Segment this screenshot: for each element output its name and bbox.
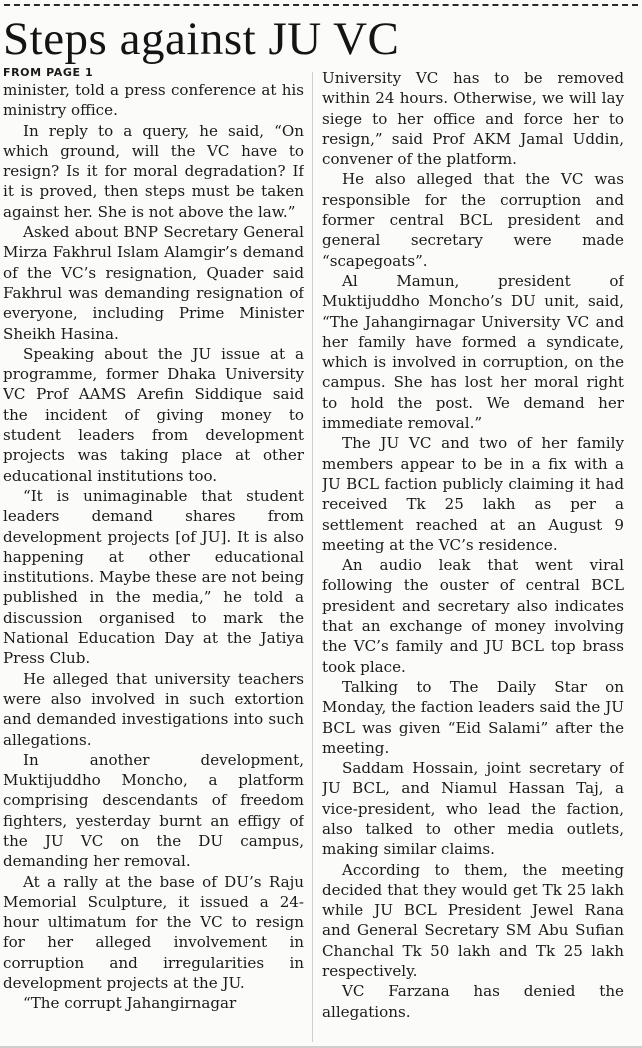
paragraph: Talking to The Daily Star on Monday, the faction leaders said the JU BCL was given “Eid Salami” after the meeting. bbox=[322, 677, 624, 757]
paragraph: According to them, the meeting decided that they would get Tk 25 lakh while JU BCL President Jewel Rana and General Secretary SM Abu Sufian Chanchal Tk 50 lakh and Tk 25 lakh respectively. bbox=[322, 860, 624, 981]
article-column-left bbox=[3, 66, 304, 1044]
paragraph: The JU VC and two of her family members appear to be in a fix with a JU BCL faction publicly claiming it had received Tk 25 lakh as per a settlement reached at an August 9 meeting at the VC’s residence. bbox=[322, 434, 624, 554]
paragraph: “The corrupt Jahangirnagar bbox=[23, 994, 237, 1013]
headline: Steps against JU VC bbox=[3, 13, 400, 65]
paragraph: VC Farzana has denied the allegations. bbox=[322, 982, 624, 1021]
paragraph: Al Mamun, president of Muktijuddho Moncho’s DU unit, said, “The Jahangirnagar University VC and her family have formed a syndicate, which is involved in corruption, on the campus. She has lost her moral right to hold the post. We demand her immediate removal.” bbox=[322, 271, 624, 433]
continued-from-label: FROM PAGE 1 bbox=[3, 66, 94, 79]
paragraph: At a rally at the base of DU’s Raju Memorial Sculpture, it issued a 24-hour ultimatum for the VC to resign for her alleged involvement in corruption and irregularities in development projects at the JU. bbox=[3, 872, 304, 993]
article-column-right bbox=[322, 68, 624, 1044]
paragraph: minister, told a press conference at his ministry office. bbox=[3, 81, 304, 120]
paragraph: Speaking about the JU issue at a programme, former Dhaka University VC Prof AAMS Arefin Siddique said the incident of giving money to student leaders from development projects was taking place at other educational institutions too. bbox=[3, 344, 304, 485]
paragraph: University VC has to be removed within 24 hours. Otherwise, we will lay siege to her office and force her to resign,” said Prof AKM Jamal Uddin, convener of the platform. bbox=[322, 69, 624, 169]
paragraph: He also alleged that the VC was responsible for the corruption and former central BCL president and general secretary were made “scapegoats”. bbox=[322, 170, 624, 270]
paragraph: Asked about BNP Secretary General Mirza Fakhrul Islam Alamgir’s demand of the VC’s resignation, Quader said Fakhrul was demanding resignation of everyone, including Prime Minister Sheikh Hasina. bbox=[3, 223, 304, 343]
paragraph: In reply to a query, he said, “On which ground, will the VC have to resign? Is it for moral degradation? If it is proved, then steps must be taken against her. She is not above the law.” bbox=[3, 121, 304, 221]
paragraph: He alleged that university teachers were also involved in such extortion and demanded investigations into such allegations. bbox=[3, 669, 304, 749]
top-dashed-rule bbox=[4, 4, 638, 6]
column-divider bbox=[312, 72, 313, 1042]
paragraph: Saddam Hossain, joint secretary of JU BCL, and Niamul Hassan Taj, a vice-president, who lead the faction, also talked to other media outlets, making similar claims. bbox=[322, 759, 624, 859]
paragraph: “It is unimaginable that student leaders demand shares from development projects [of JU]. It is also happening at other educational institutions. Maybe these are not being published in the media,” he told a discussion organised to mark the National Education Day at the Jatiya Press Club. bbox=[3, 486, 304, 668]
paragraph: In another development, Muktijuddho Moncho, a platform comprising descendants of freedom fighters, yesterday burnt an effigy of the JU VC on the DU campus, demanding her removal. bbox=[3, 750, 304, 871]
paragraph: An audio leak that went viral following the ouster of central BCL president and secretary also indicates that an exchange of money involving the VC’s family and JU BCL top brass took place. bbox=[322, 556, 624, 676]
